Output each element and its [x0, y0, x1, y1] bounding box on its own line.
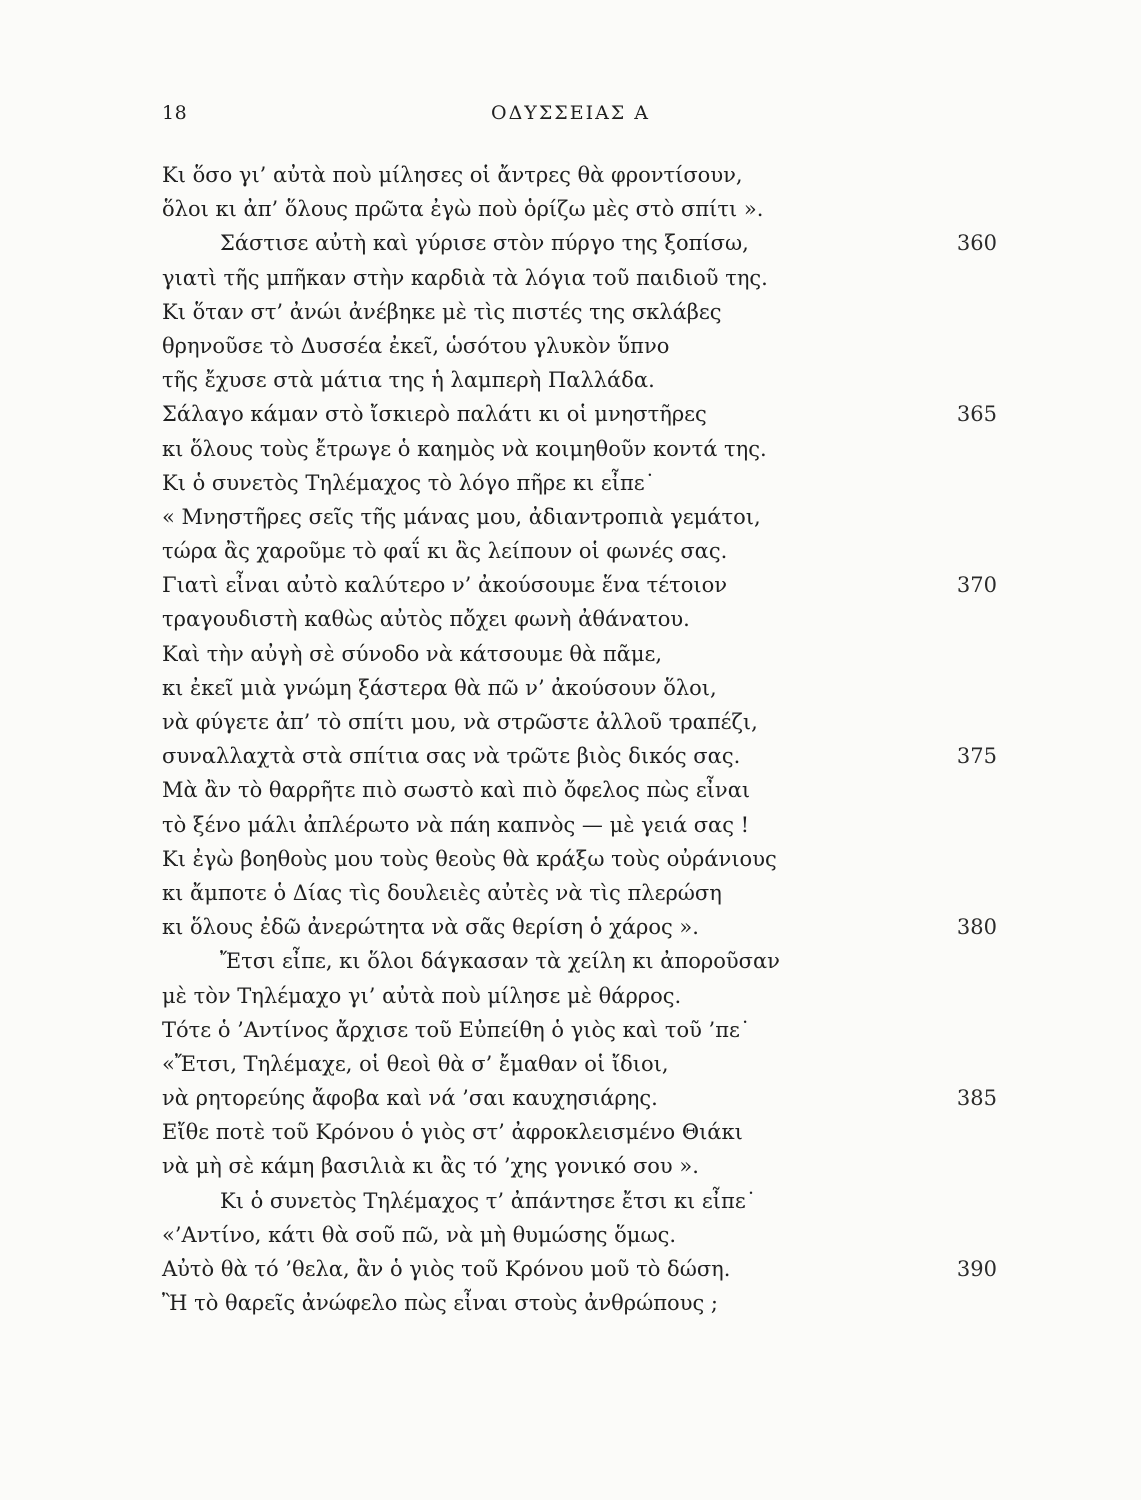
verse-line — [162, 671, 997, 705]
verse-text: Κι ὅταν στ’ ἀνώι ἀνέβηκε μὲ τὶς πιστές της σκλάβες — [162, 299, 722, 324]
verse-line — [162, 295, 997, 329]
verse-line — [162, 261, 997, 295]
line-number: 365 — [956, 402, 997, 427]
verse-line — [162, 705, 997, 739]
verse-text: « Μνηστῆρες σεῖς τῆς μάνας μου, ἀδιαντροπιὰ γεμάτοι, — [162, 504, 761, 529]
verse-line — [162, 329, 997, 363]
verse-line — [162, 1081, 997, 1115]
verse-text: Αὐτὸ θὰ τό ’θελα, ἂν ὁ γιὸς τοῦ Κρόνου μοῦ τὸ δώση. — [162, 1257, 731, 1281]
verse-text: νὰ φύγετε ἀπ’ τὸ σπίτι μου, νὰ στρῶστε ἀλλοῦ τραπέζι, — [162, 710, 758, 734]
verse-text: θρηνοῦσε τὸ Δυσσέα ἐκεῖ, ὡσότου γλυκὸν ὕπνο — [162, 333, 670, 358]
verse-line — [162, 397, 997, 431]
verse-line — [162, 979, 997, 1013]
verse-text: τραγουδιστὴ καθὼς αὐτὸς πὄχει φωνὴ ἀθάνατου. — [162, 607, 690, 632]
verse-text: νὰ ρητορεύης ἄφοβα καὶ νά ’σαι καυχησιάρης. — [162, 1086, 658, 1111]
verse-line — [162, 773, 997, 807]
verse-line — [162, 1252, 997, 1286]
verse-line — [162, 1047, 997, 1081]
verse-line — [162, 602, 997, 636]
verse-text: συναλλαχτὰ στὰ σπίτια σας νὰ τρῶτε βιὸς δικός σας. — [162, 744, 741, 769]
line-number: 375 — [956, 744, 997, 769]
verse-text: Κι ὁ συνετὸς Τηλέμαχος τ’ ἀπάντησε ἔτσι κι εἶπε˙ — [220, 1188, 757, 1213]
verse-line — [162, 1286, 997, 1320]
verse-text: τῆς ἔχυσε στὰ μάτια της ἡ λαμπερὴ Παλλάδα. — [162, 368, 655, 393]
verse-text: Κι ὅσο γι’ αὐτὰ ποὺ μίλησες οἱ ἄντρες θὰ φροντίσουν, — [162, 163, 743, 187]
verse-text: Ἔτσι εἶπε, κι ὅλοι δάγκασαν τὰ χείλη κι ἀποροῦσαν — [220, 949, 780, 974]
verse-line — [162, 192, 997, 226]
line-number: 370 — [956, 573, 997, 598]
verse-text: Κι ὁ συνετὸς Τηλέμαχος τὸ λόγο πῆρε κι εἶπε˙ — [162, 470, 656, 495]
verse-text: μὲ τὸν Τηλέμαχο γι’ αὐτὰ ποὺ μίλησε μὲ θάρρος. — [162, 983, 682, 1008]
verse-line — [162, 910, 997, 944]
verse-text: κι ὅλους ἐδῶ ἀνερώτητα νὰ σᾶς θερίση ὁ χάρος ». — [162, 915, 699, 940]
verse-line — [162, 842, 997, 876]
line-number: 380 — [956, 915, 997, 940]
verse-text: κι ἄμποτε ὁ Δίας τὶς δουλειὲς αὐτὲς νὰ τὶς πλερώση — [162, 880, 722, 905]
running-title: ΟΔΥΣΣΕΙΑΣ Α — [491, 102, 650, 124]
verse-line — [162, 500, 997, 534]
verse-text: ὅλοι κι ἀπ’ ὅλους πρῶτα ἐγὼ ποὺ ὁρίζω μὲς στὸ σπίτι ». — [162, 197, 764, 222]
verse-line — [162, 1184, 997, 1218]
verse-line — [162, 808, 997, 842]
verse-text: τὸ ξένο μάλι ἀπλέρωτο νὰ πάη καπνὸς — μὲ γειά σας ! — [162, 812, 750, 837]
verse-text: Σάστισε αὐτὴ καὶ γύρισε στὸν πύργο της ξοπίσω, — [220, 231, 749, 256]
verse-line — [162, 1149, 997, 1183]
verse-line — [162, 944, 997, 978]
verse-text: Κι ἐγὼ βοηθοὺς μου τοὺς θεοὺς θὰ κράξω τοὺς οὐράνιους — [162, 846, 777, 871]
verse-text: κι ὅλους τοὺς ἔτρωγε ὁ καημὸς νὰ κοιμηθοῦν κοντά της. — [162, 436, 767, 461]
verse-text: Μὰ ἂν τὸ θαρρῆτε πιὸ σωστὸ καὶ πιὸ ὄφελος πὼς εἶναι — [162, 778, 751, 803]
verse-text: νὰ μὴ σὲ κάμη βασιλιὰ κι ἂς τό ’χης γονικό σου ». — [162, 1154, 699, 1179]
poem-text — [162, 158, 997, 1320]
verse-line — [162, 534, 997, 568]
line-number: 360 — [956, 231, 997, 256]
verse-text: Γιατὶ εἶναι αὐτὸ καλύτερο ν’ ἀκούσουμε ἕνα τέτοιον — [162, 573, 727, 598]
line-number: 385 — [956, 1086, 997, 1111]
verse-text: γιατὶ τῆς μπῆκαν στὴν καρδιὰ τὰ λόγια τοῦ παιδιοῦ της. — [162, 265, 768, 290]
verse-text: κι ἐκεῖ μιὰ γνώμη ξάστερα θὰ πῶ ν’ ἀκούσουν ὅλοι, — [162, 675, 717, 700]
verse-line — [162, 466, 997, 500]
verse-line — [162, 1218, 997, 1252]
verse-text: Καὶ τὴν αὐγὴ σὲ σύνοδο νὰ κάτσουμε θὰ πᾶμε, — [162, 641, 663, 666]
verse-text: τώρα ἂς χαροῦμε τὸ φαΐ κι ἂς λείπουν οἱ φωνές σας. — [162, 539, 728, 564]
verse-line — [162, 1115, 997, 1149]
verse-line — [162, 1013, 997, 1047]
line-number: 390 — [956, 1257, 997, 1281]
page-number: 18 — [162, 102, 188, 124]
verse-line — [162, 637, 997, 671]
verse-text: «’Αντίνο, κάτι θὰ σοῦ πῶ, νὰ μὴ θυμώσης ὅμως. — [162, 1222, 677, 1247]
verse-text: Ἢ τὸ θαρεῖς ἀνώφελο πὼς εἶναι στοὺς ἀνθρώπους ; — [162, 1291, 718, 1316]
verse-text: «Ἔτσι, Τηλέμαχε, οἱ θεοὶ θὰ σ’ ἔμαθαν οἱ ἴδιοι, — [162, 1051, 669, 1076]
verse-line — [162, 739, 997, 773]
verse-text: Σάλαγο κάμαν στὸ ἴσκιερὸ παλάτι κι οἱ μνηστῆρες — [162, 402, 707, 427]
verse-line — [162, 568, 997, 602]
verse-line — [162, 158, 997, 192]
verse-text: Εἴθε ποτὲ τοῦ Κρόνου ὁ γιὸς στ’ ἀφροκλεισμένο Θιάκι — [162, 1120, 743, 1145]
verse-line — [162, 432, 997, 466]
verse-line — [162, 876, 997, 910]
verse-line — [162, 363, 997, 397]
verse-text: Τότε ὁ ’Αντίνος ἄρχισε τοῦ Εὐπείθη ὁ γιὸς καὶ τοῦ ’πε˙ — [162, 1017, 751, 1042]
verse-line — [162, 226, 997, 260]
